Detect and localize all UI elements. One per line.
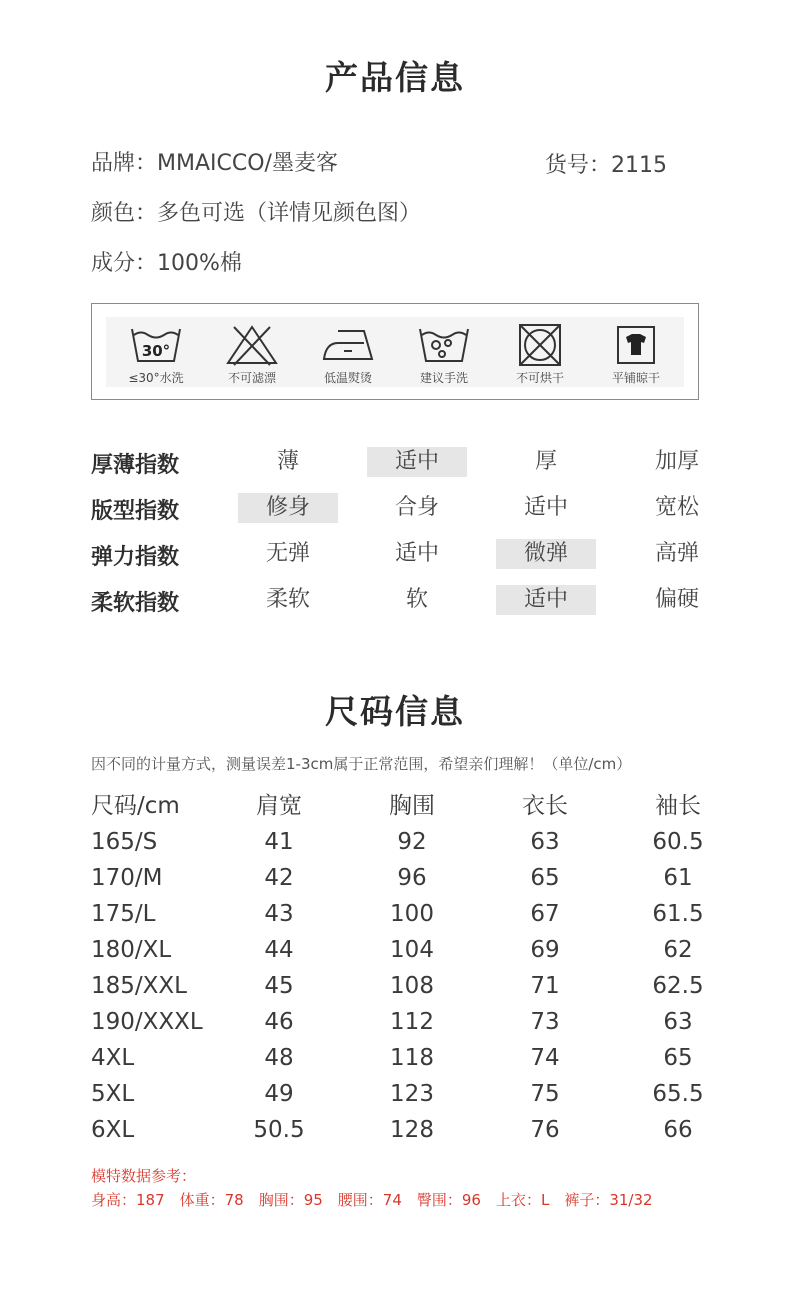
size-table-cell: 128 bbox=[390, 1117, 434, 1143]
size-table-cell: 61 bbox=[663, 865, 693, 891]
wash-30-icon bbox=[126, 321, 186, 367]
size-table-cell: 63 bbox=[663, 1009, 693, 1035]
index-option: 宽松 bbox=[654, 495, 699, 520]
fit-index-label: 版型指数 bbox=[91, 499, 180, 524]
size-table-cell: 123 bbox=[390, 1081, 434, 1107]
index-option: 适中 bbox=[496, 585, 596, 615]
size-table-cell: 118 bbox=[390, 1045, 434, 1071]
product-info-title: 产品信息 bbox=[325, 58, 465, 97]
size-table-cell: 5XL bbox=[91, 1081, 135, 1107]
size-table-cell: 92 bbox=[397, 829, 427, 855]
no-bleach-icon bbox=[222, 321, 282, 367]
care-label: 建议手洗 bbox=[419, 371, 468, 385]
size-table-cell: 6XL bbox=[91, 1117, 135, 1143]
size-table-cell: 45 bbox=[264, 973, 294, 999]
size-table-cell: 65.5 bbox=[652, 1081, 704, 1107]
size-table-cell: 180/XL bbox=[91, 937, 172, 963]
size-table-cell: 71 bbox=[530, 973, 560, 999]
size-table-cell: 63 bbox=[530, 829, 560, 855]
index-option: 适中 bbox=[367, 447, 467, 477]
softness-index-label: 柔软指数 bbox=[91, 591, 180, 616]
size-table-cell: 76 bbox=[530, 1117, 560, 1143]
size-table-cell: 48 bbox=[264, 1045, 294, 1071]
size-table-cell: 96 bbox=[397, 865, 427, 891]
care-instructions bbox=[91, 303, 699, 400]
size-table-header: 肩宽 bbox=[256, 793, 302, 819]
care-item-flat-dry bbox=[586, 317, 686, 387]
size-table-cell: 175/L bbox=[91, 901, 156, 927]
size-info-title: 尺码信息 bbox=[325, 692, 465, 731]
color-text: 颜色：多色可选（详情见颜色图） bbox=[91, 201, 422, 226]
size-table-header: 胸围 bbox=[389, 793, 435, 819]
size-table-cell: 42 bbox=[264, 865, 294, 891]
material-text: 成分：100%棉 bbox=[91, 251, 242, 276]
index-option: 微弹 bbox=[496, 539, 596, 569]
model-details: 身高：187 体重：78 胸围：95 腰围：74 臀围：96 上衣：L 裤子：31/32 bbox=[91, 1191, 653, 1209]
size-table-cell: 49 bbox=[264, 1081, 294, 1107]
size-table-cell: 165/S bbox=[91, 829, 158, 855]
size-table-cell: 69 bbox=[530, 937, 560, 963]
size-table-cell: 43 bbox=[264, 901, 294, 927]
care-label: 不可滤漂 bbox=[227, 371, 276, 385]
index-option: 软 bbox=[405, 587, 428, 612]
care-label: 低温熨烫 bbox=[323, 371, 372, 385]
care-item-hand-wash bbox=[394, 317, 494, 387]
size-table-cell: 50.5 bbox=[253, 1117, 305, 1143]
size-table-cell: 108 bbox=[390, 973, 434, 999]
index-option: 加厚 bbox=[654, 449, 699, 474]
size-table-cell: 65 bbox=[663, 1045, 693, 1071]
size-table-cell: 190/XXXL bbox=[91, 1009, 203, 1035]
elasticity-index-label: 弹力指数 bbox=[91, 545, 180, 570]
size-table-cell: 75 bbox=[530, 1081, 560, 1107]
thickness-index-label: 厚薄指数 bbox=[91, 453, 180, 478]
size-table-cell: 74 bbox=[530, 1045, 560, 1071]
index-option: 适中 bbox=[523, 495, 568, 520]
care-label: 平铺晾干 bbox=[611, 371, 660, 385]
care-label: ≤30°水洗 bbox=[128, 371, 184, 385]
size-table-cell: 46 bbox=[264, 1009, 294, 1035]
index-option: 修身 bbox=[238, 493, 338, 523]
size-table-cell: 4XL bbox=[91, 1045, 135, 1071]
measurement-note: 因不同的计量方式，测量误差1-3cm属于正常范围，希望亲们理解！（单位/cm） bbox=[91, 755, 632, 773]
size-table-cell: 185/XXL bbox=[91, 973, 187, 999]
size-table-header: 尺码/cm bbox=[91, 793, 180, 819]
size-table-header: 袖长 bbox=[655, 793, 701, 819]
size-table-cell: 60.5 bbox=[652, 829, 704, 855]
index-option: 柔软 bbox=[265, 587, 310, 612]
size-table-cell: 44 bbox=[264, 937, 294, 963]
index-option: 无弹 bbox=[265, 541, 310, 566]
item-number-text: 货号：2115 bbox=[545, 153, 667, 178]
hand-wash-icon bbox=[414, 321, 474, 367]
care-item-no-tumble bbox=[490, 317, 590, 387]
care-item-iron bbox=[298, 317, 398, 387]
index-option: 厚 bbox=[534, 449, 557, 474]
index-option: 偏硬 bbox=[654, 587, 699, 612]
model-heading: 模特数据参考： bbox=[91, 1167, 197, 1185]
brand-text: 品牌：MMAICCO/墨麦客 bbox=[91, 151, 338, 176]
size-table-cell: 41 bbox=[264, 829, 294, 855]
low-iron-icon bbox=[318, 321, 378, 367]
no-tumble-dry-icon bbox=[510, 321, 570, 367]
care-item-no-bleach bbox=[202, 317, 302, 387]
index-option: 高弹 bbox=[654, 541, 699, 566]
index-option: 适中 bbox=[394, 541, 439, 566]
size-table-cell: 100 bbox=[390, 901, 434, 927]
size-table-cell: 62 bbox=[663, 937, 693, 963]
size-table-cell: 104 bbox=[390, 937, 434, 963]
care-item-wash bbox=[106, 317, 206, 387]
flat-dry-icon bbox=[606, 321, 666, 367]
size-table-cell: 65 bbox=[530, 865, 560, 891]
care-label: 不可烘干 bbox=[515, 371, 564, 385]
index-option: 合身 bbox=[394, 495, 439, 520]
size-table-cell: 73 bbox=[530, 1009, 560, 1035]
size-table-cell: 62.5 bbox=[652, 973, 704, 999]
size-table-cell: 67 bbox=[530, 901, 560, 927]
size-table-cell: 112 bbox=[390, 1009, 434, 1035]
index-option: 薄 bbox=[276, 449, 299, 474]
size-table-cell: 61.5 bbox=[652, 901, 704, 927]
wash-temp-text: 30° bbox=[141, 342, 171, 360]
size-table-cell: 170/M bbox=[91, 865, 163, 891]
size-table-cell: 66 bbox=[663, 1117, 693, 1143]
size-table-header: 衣长 bbox=[522, 793, 568, 819]
